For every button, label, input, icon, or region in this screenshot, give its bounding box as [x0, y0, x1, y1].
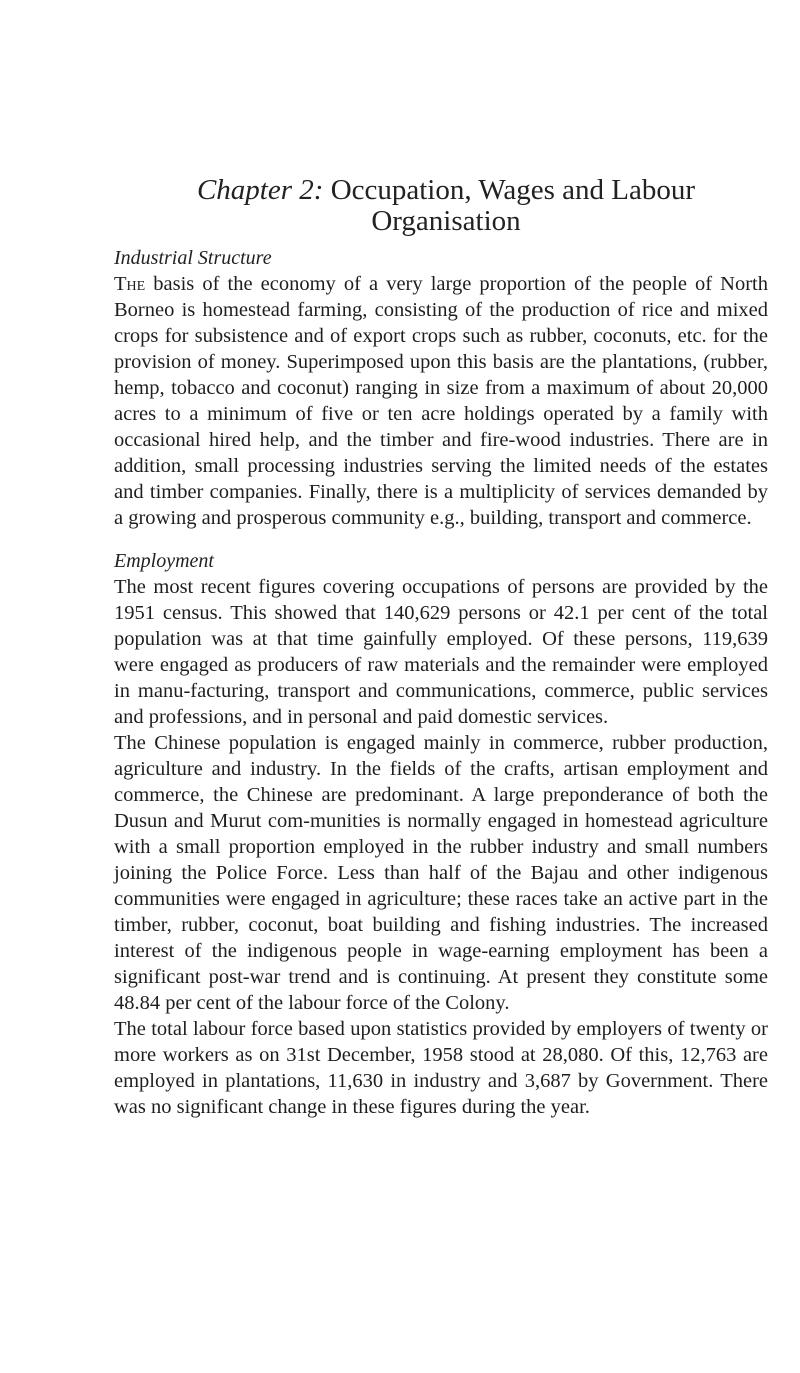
chapter-title-line-1 — [124, 175, 768, 206]
chapter-title-text: Occupation, Wages and Labour — [330, 174, 696, 206]
paragraph-employment-communities: The Chinese population is engaged mainly in commerce, rubber production, agriculture and industry. In the fields of the crafts, artisan employment and commerce, the Chinese are predominant. A large preponderance of both the Dusun and Murut com-munities is normally engaged in homestead agriculture with a small proportion employed in the rubber industry and small numbers joining the Police Force. Less than half of the Bajau and other indigenous communities were engaged in agriculture; these races take an active part in the timber, rubber, coconut, boat building and fishing industries. The increased interest of the indigenous people in wage-earning employment has been a significant post-war trend and is continuing. At present they constitute some 48.84 per cent of the labour force of the Colony. — [114, 732, 768, 1014]
paragraph-lead-word: The — [114, 273, 146, 295]
paragraph-employment-labour-force: The total labour force based upon statistics provided by employers of twenty or more workers as on 31st December, 1958 stood at 28,080. Of this, 12,763 are employed in plantations, 11,630 in industry and 3,687 by Government. There was no significant change in these figures during the year. — [114, 1018, 768, 1118]
document-page — [114, 175, 768, 1120]
section-heading-industrial-structure: Industrial Structure — [114, 247, 272, 269]
section-heading-employment: Employment — [114, 550, 214, 572]
paragraph-employment-census: The most recent figures covering occupations of persons are provided by the 1951 census. This showed that 140,629 persons or 42.1 per cent of the total population was at that time gainfully employed. Of these persons, 119,639 were engaged as producers of raw materials and the remainder were employed in manu-facturing, transport and communications, commerce, public services and professions, and in personal and paid domestic services. — [114, 576, 768, 728]
chapter-title — [114, 175, 768, 237]
paragraph-text: basis of the economy of a very large proportion of the people of North Borneo is homestead farming, consisting of the production of rice and mixed crops for subsistence and of export crops such as rubber, coconuts, etc. for the provision of money. Superimposed upon this basis are the plantations, (rubber, hemp, tobacco and coconut) ranging in size from a maximum of about 20,000 acres to a minimum of five or ten acre holdings operated by a family with occasional hired help, and the timber and fire-wood industries. There are in addition, small processing industries serving the limited needs of the estates and timber companies. Finally, there is a multiplicity of services demanded by a growing and prosperous community e.g., building, transport and commerce. — [114, 273, 769, 529]
chapter-label: Chapter 2: — [196, 174, 324, 206]
chapter-title-line-2: Organisation — [371, 205, 521, 237]
paragraph-industrial-structure — [114, 271, 768, 531]
